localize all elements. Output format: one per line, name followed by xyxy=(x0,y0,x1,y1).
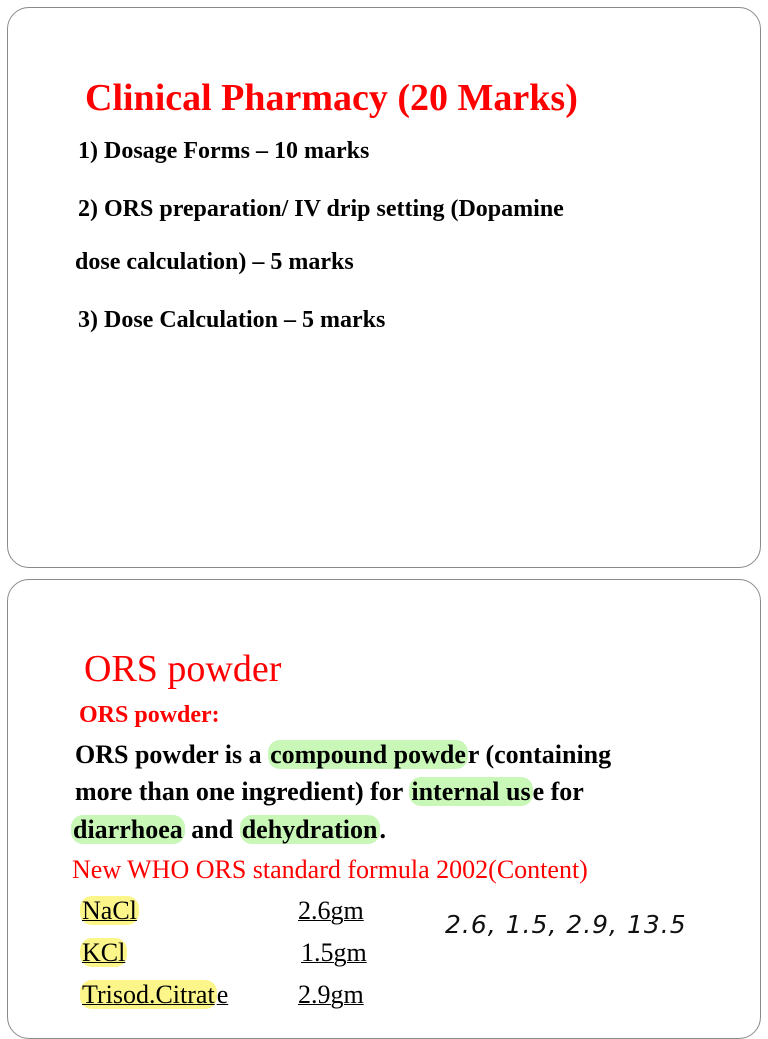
list-item-ors-preparation-cont: dose calculation) – 5 marks xyxy=(75,249,354,275)
highlight-internal-use: internal us xyxy=(411,777,531,806)
highlight-compound-powder: compound powde xyxy=(270,740,466,769)
text-run: and xyxy=(184,815,240,844)
ingredient-amount: 1.5gm xyxy=(301,938,367,967)
text-run: more than one ingredient) for xyxy=(75,777,410,806)
definition-line-1 xyxy=(75,740,611,770)
slide-title: Clinical Pharmacy (20 Marks) xyxy=(85,77,578,119)
ingredient-amount: 2.6gm xyxy=(298,896,364,925)
highlight-dehydration: dehydration xyxy=(241,815,378,844)
ingredient-name xyxy=(80,938,127,968)
text-run: . xyxy=(379,815,386,844)
ingredient-name xyxy=(80,896,139,926)
slide-subtitle: ORS powder: xyxy=(79,702,220,728)
highlight-diarrhoea: diarrhoea xyxy=(73,815,183,844)
highlight-kcl: KCl xyxy=(82,938,126,967)
handwritten-note: 2.6, 1.5, 2.9, 13.5 xyxy=(445,910,687,939)
who-formula-heading: New WHO ORS standard formula 2002(Content) xyxy=(72,855,588,884)
slide-ors-powder xyxy=(7,579,761,1039)
text-run: r (containing xyxy=(467,740,612,769)
highlight-trisod-citrate: Trisod.Citrat xyxy=(82,980,215,1009)
text-run: e for xyxy=(532,777,584,806)
ingredient-name xyxy=(80,980,228,1010)
ingredient-amount: 2.9gm xyxy=(298,980,364,1009)
slide-clinical-pharmacy xyxy=(7,7,761,568)
highlight-nacl: NaCl xyxy=(82,896,137,925)
text-run: ORS powder is a xyxy=(75,740,269,769)
text-run: e xyxy=(216,980,229,1009)
slide-title: ORS powder xyxy=(84,648,282,690)
list-item-ors-preparation: 2) ORS preparation/ IV drip setting (Dopamine xyxy=(78,196,564,222)
definition-line-2 xyxy=(75,777,584,807)
list-item-dose-calculation: 3) Dose Calculation – 5 marks xyxy=(78,307,386,333)
list-item-dosage-forms: 1) Dosage Forms – 10 marks xyxy=(78,138,370,164)
definition-line-3 xyxy=(71,815,386,845)
